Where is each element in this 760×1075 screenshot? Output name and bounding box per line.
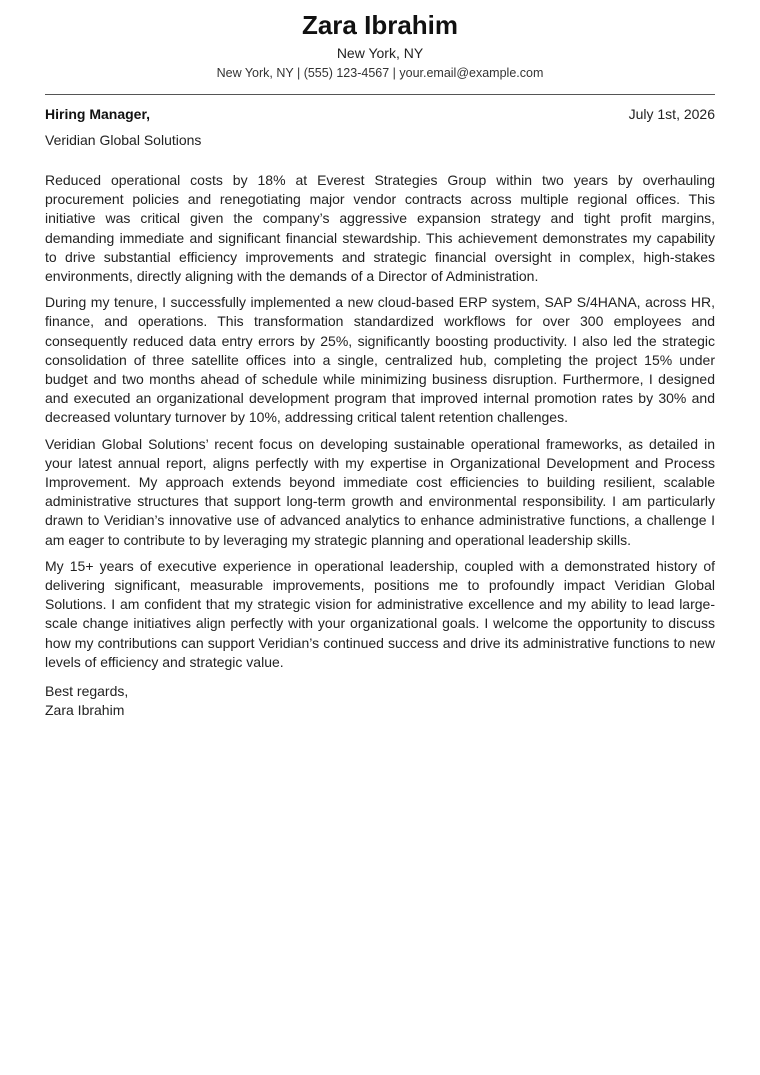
signature-name: Zara Ibrahim <box>45 702 125 719</box>
applicant-name: Zara Ibrahim <box>301 10 459 40</box>
cover-letter-page <box>45 0 715 720</box>
header-divider <box>45 94 715 95</box>
body-paragraph-4: My 15+ years of executive experience in operational leadership, coupled with a demonstrated history of delivering significant, measurable improvements, positions me to profoundly impact Veridian Global Solutions. I am confident that my strategic vision for administrative excellence and my ability to lead large-scale change initiatives align perfectly with your organizational goals. I welcome the opportunity to discuss how my contributions can support Veridian’s continued success and drive its administrative functions to new levels of efficiency and strategic value. <box>45 557 715 670</box>
letter-closing <box>45 682 715 720</box>
letter-body <box>45 171 715 672</box>
recipient-company: Veridian Global Solutions <box>45 132 202 148</box>
applicant-contact-line: New York, NY | (555) 123-4567 | your.email@example.com <box>216 66 544 80</box>
closing-phrase: Best regards, <box>45 683 129 700</box>
letter-header <box>45 0 715 82</box>
letter-date: July 1st, 2026 <box>628 106 715 122</box>
body-paragraph-3: Veridian Global Solutions’ recent focus on developing sustainable operational frameworks, as detailed in your latest annual report, aligns perfectly with my expertise in Organizational Development and Process Improvement. My approach extends beyond immediate cost efficiencies to building resilient, scalable administrative structures that support long-term growth and environmental responsibility. I am particularly drawn to Veridian’s innovative use of advanced analytics to enhance administrative functions, a challenge I am eager to contribute to by leveraging my strategic planning and operational leadership skills. <box>45 435 715 548</box>
recipient-salutation: Hiring Manager, <box>45 106 151 122</box>
body-paragraph-2: During my tenure, I successfully implemented a new cloud-based ERP system, SAP S/4HANA, across HR, finance, and operations. This transformation standardized workflows for over 300 employees and consequently reduced data entry errors by 25%, significantly boosting productivity. I also led the strategic consolidation of three satellite offices into a single, centralized hub, completing the project 15% under budget and two months ahead of schedule while minimizing business disruption. Furthermore, I designed and executed an organizational development program that improved internal promotion rates by 30% and decreased voluntary turnover by 10%, addressing critical talent retention challenges. <box>45 294 715 426</box>
body-paragraph-1: Reduced operational costs by 18% at Everest Strategies Group within two years by overhauling procurement policies and renegotiating major vendor contracts across multiple regional offices. This initiative was critical given the company’s aggressive expansion strategy and tight profit margins, demanding immediate and significant financial stewardship. This achievement demonstrates my capability to drive substantial efficiency improvements and strategic financial oversight in complex, high-stakes environments, directly aligning with the demands of a Director of Administration. <box>45 172 715 285</box>
recipient-date-row <box>45 105 715 124</box>
applicant-location: New York, NY <box>336 45 424 61</box>
